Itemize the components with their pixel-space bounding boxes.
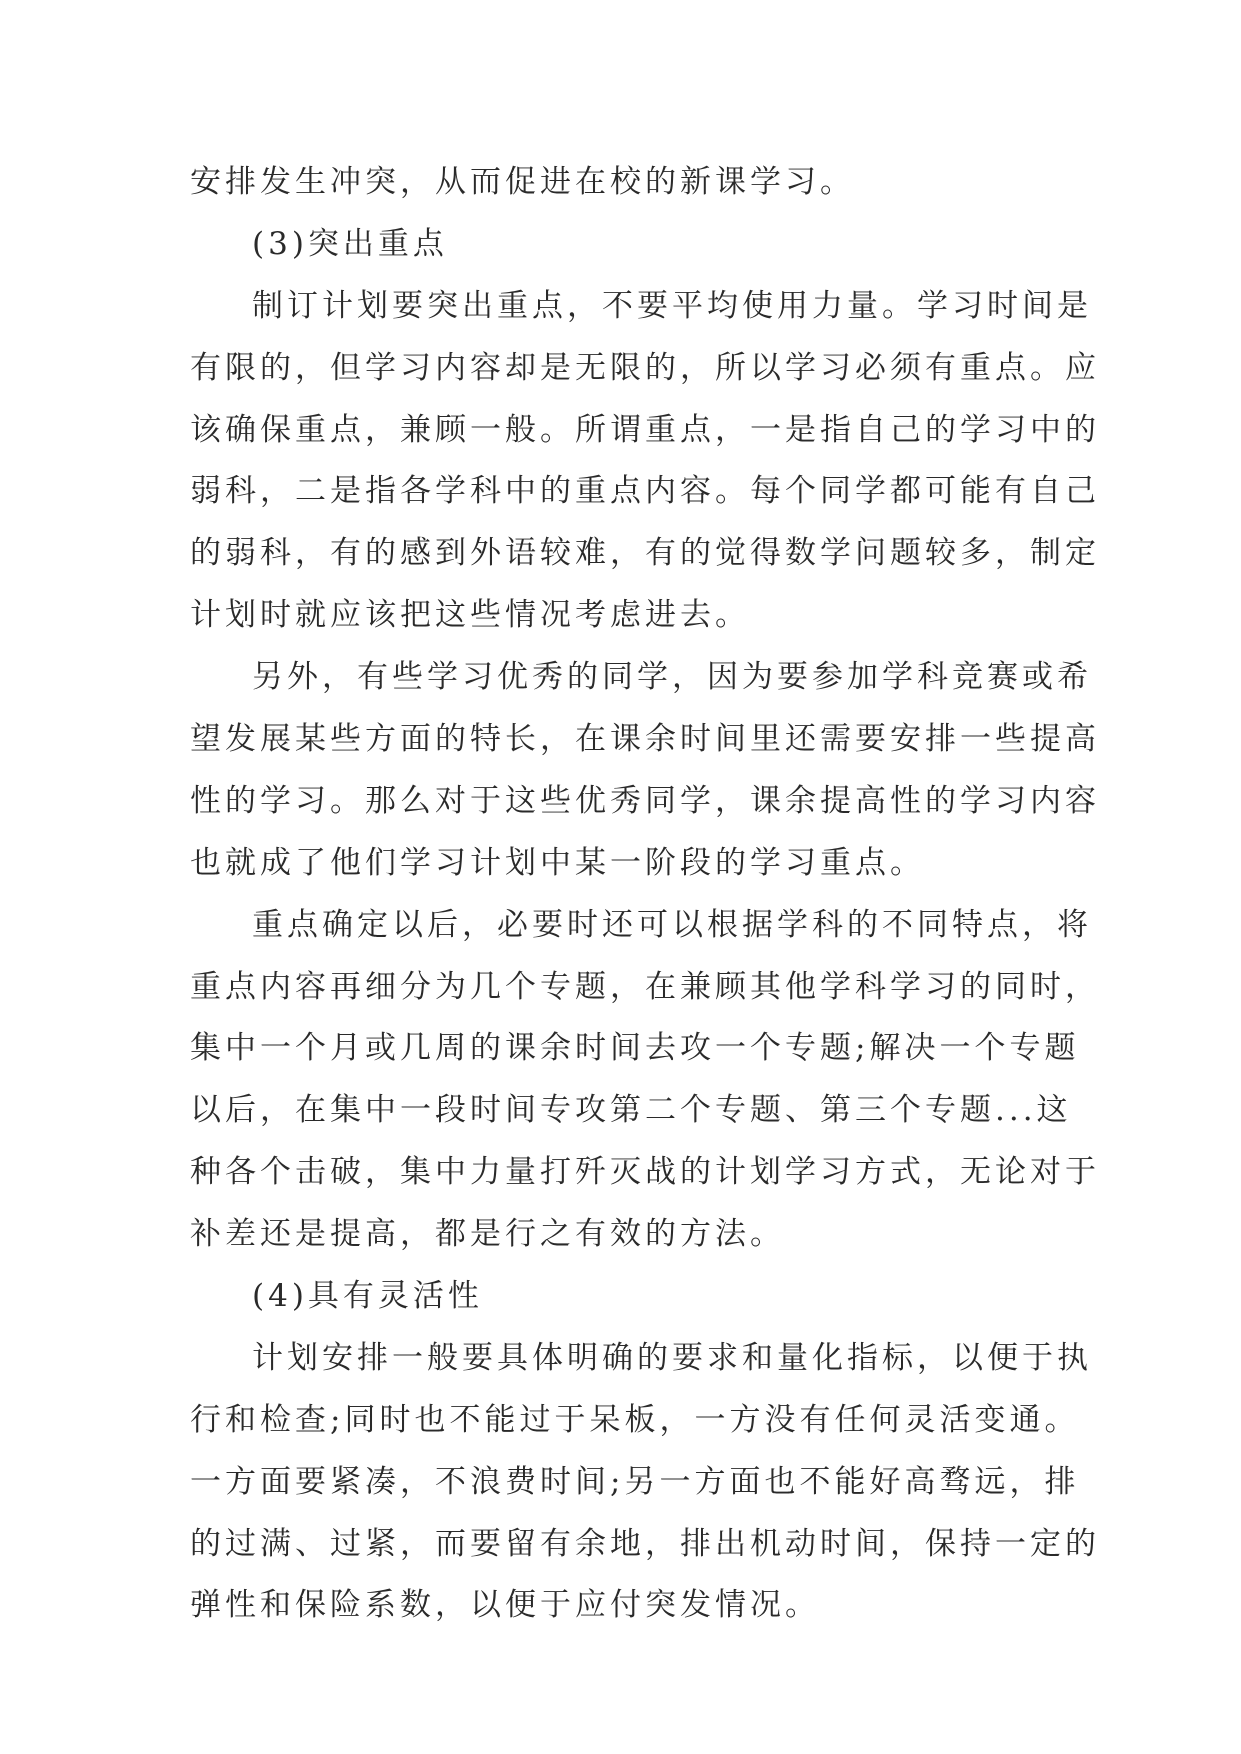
text-line: 的过满、过紧，而要留有余地，排出机动时间，保持一定的	[190, 1525, 1100, 1562]
text-line: 一方面要紧凑，不浪费时间;另一方面也不能好高骛远，排	[190, 1463, 1080, 1500]
text-line: 另外，有些学习优秀的同学，因为要参加学科竞赛或希	[252, 659, 1092, 696]
text-line: 弹性和保险系数，以便于应付突发情况。	[190, 1587, 820, 1624]
text-line: 重点内容再细分为几个专题，在兼顾其他学科学习的同时，	[190, 968, 1100, 1005]
text-line: 重点确定以后，必要时还可以根据学科的不同特点，将	[252, 906, 1092, 943]
text-line: 计划安排一般要具体明确的要求和量化指标，以便于执	[252, 1339, 1092, 1376]
text-line: 弱科，二是指各学科中的重点内容。每个同学都可能有自己	[190, 473, 1100, 510]
text-line: 性的学习。那么对于这些优秀同学，课余提高性的学习内容	[190, 782, 1100, 819]
text-line: 补差还是提高，都是行之有效的方法。	[190, 1216, 785, 1253]
text-line: 集中一个月或几周的课余时间去攻一个专题;解决一个专题	[190, 1030, 1080, 1067]
text-line: 有限的，但学习内容却是无限的，所以学习必须有重点。应	[190, 349, 1100, 386]
text-line: 行和检查;同时也不能过于呆板，一方没有任何灵活变通。	[190, 1401, 1080, 1438]
text-line: 安排发生冲突，从而促进在校的新课学习。	[190, 164, 855, 200]
section-heading: (4)具有灵活性	[252, 1278, 483, 1315]
text-line: 该确保重点，兼顾一般。所谓重点，一是指自己的学习中的	[190, 411, 1100, 448]
text-line: 也就成了他们学习计划中某一阶段的学习重点。	[190, 844, 925, 881]
text-line: 的弱科，有的感到外语较难，有的觉得数学问题较多，制定	[190, 535, 1100, 572]
text-line: 计划时就应该把这些情况考虑进去。	[190, 597, 750, 634]
text-line: 种各个击破，集中力量打歼灭战的计划学习方式，无论对于	[190, 1154, 1100, 1191]
section-heading: (3)突出重点	[252, 225, 448, 262]
text-line: 望发展某些方面的特长，在课余时间里还需要安排一些提高	[190, 721, 1100, 758]
text-line: 以后，在集中一段时间专攻第二个专题、第三个专题...这	[190, 1092, 1072, 1129]
text-line: 制订计划要突出重点，不要平均使用力量。学习时间是	[252, 287, 1092, 324]
document-body	[190, 152, 1100, 1637]
